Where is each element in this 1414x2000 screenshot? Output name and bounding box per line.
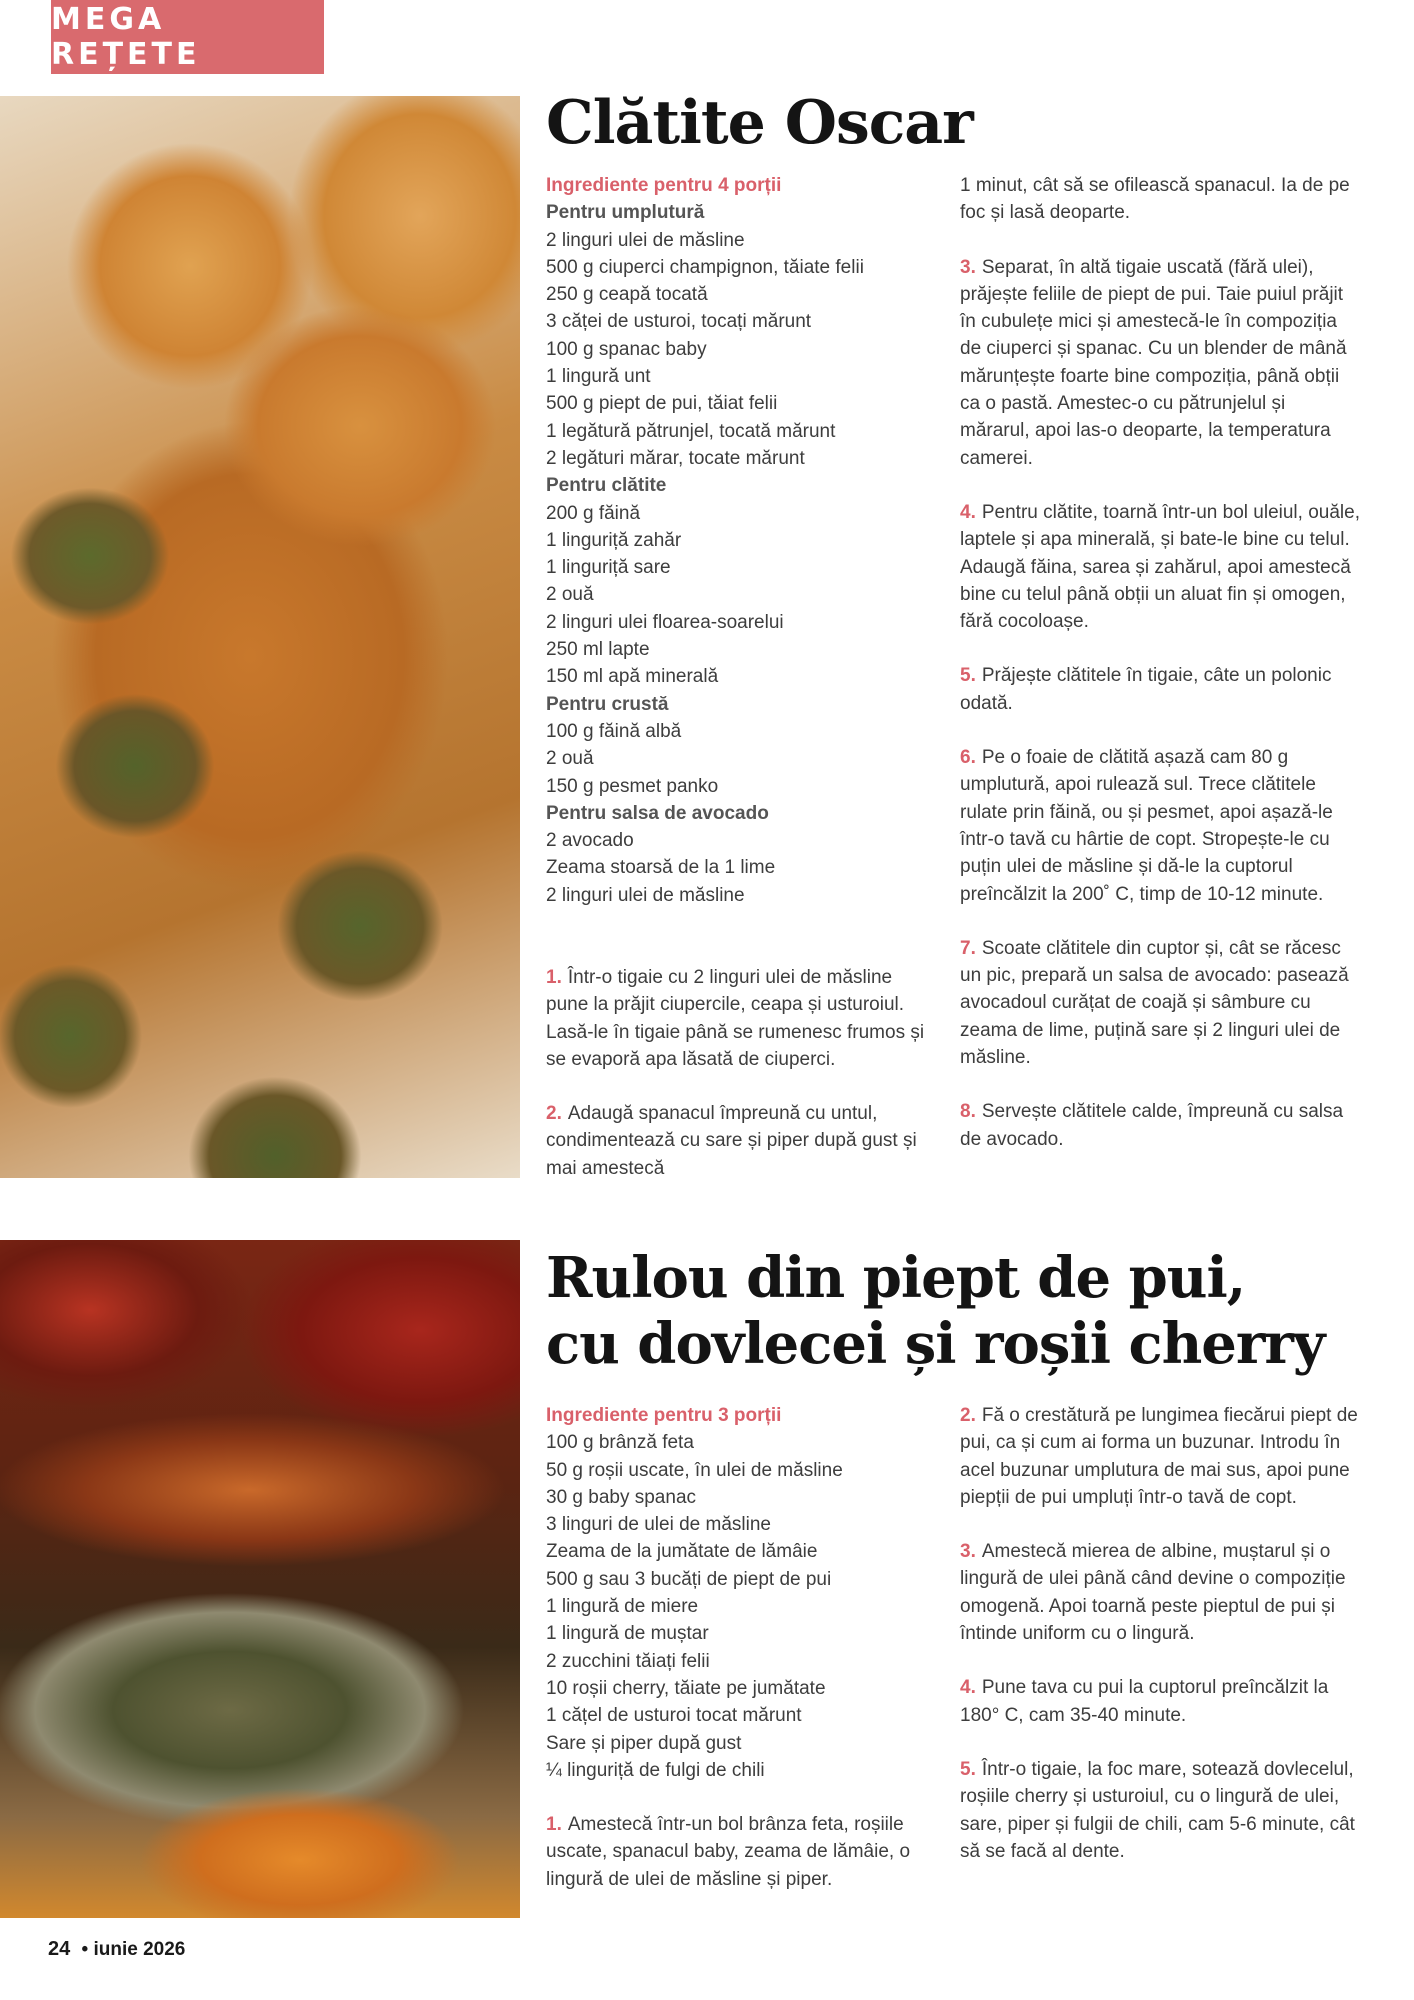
ingredient-item: 200 g făină (546, 502, 641, 524)
ingredient-item: 1 lingură de muștar (546, 1623, 709, 1645)
ingredient-item: 150 g pesmet panko (546, 775, 719, 797)
section-label: MEGA REȚETE (51, 0, 324, 74)
recipe1-ingredients (546, 172, 926, 909)
ingredient-item: 2 avocado (546, 830, 634, 852)
recipe1-steps-col2 (960, 172, 1360, 1180)
ingredient-group-heading: Pentru crustă (546, 693, 669, 715)
ingredients-heading: Ingrediente pentru 4 porții (546, 175, 782, 196)
issue-date: • iunie 2026 (81, 1939, 186, 1960)
step-1: 1. Într-o tigaie cu 2 linguri ulei de măsline pune la prăjit ciupercile, ceapa și usturoiul. Lasă-le în tigaie până se rumenesc frumos și se evaporă apa lăsată de ciuperci. (546, 967, 925, 1070)
ingredient-item: 1 linguriță zahăr (546, 529, 682, 551)
step-7: 7. Scoate clătitele din cuptor și, cât se răcesc un pic, prepară un salsa de avocado: pasează avocadoul curățat de coajă și sâmbure cu zeama de lime, puțină sare și 2 linguri ulei de măsline. (960, 937, 1349, 1069)
ingredient-item: Zeama stoarsă de la 1 lime (546, 857, 776, 879)
ingredient-item: 500 g sau 3 bucăți de piept de pui (546, 1568, 832, 1590)
ingredient-group-heading: Pentru umplutură (546, 202, 705, 224)
ingredient-item: 3 căței de usturoi, tocați mărunt (546, 311, 812, 333)
ingredient-item: 500 g ciuperci champignon, tăiate felii (546, 256, 864, 278)
ingredient-item: Sare și piper după gust (546, 1732, 742, 1754)
step-5: 5. Prăjește clătitele în tigaie, câte un polonic odată. (960, 665, 1332, 714)
step-4: 4. Pune tava cu pui la cuptorul preîncălzit la 180° C, cam 35-40 minute. (960, 1677, 1329, 1726)
recipe1-title: Clătite Oscar (546, 88, 973, 158)
ingredient-item: 1 legătură pătrunjel, tocată mărunt (546, 420, 836, 442)
step-2-continued: 1 minut, cât să se ofilească spanacul. Ia de pe foc și lasă deoparte. (960, 175, 1350, 224)
ingredient-item: 2 legături mărar, tocate mărunt (546, 447, 805, 469)
step-4: 4. Pentru clătite, toarnă într-un bol uleiul, ouăle, laptele și apa minerală, și bate-le bine cu telul. Adaugă făina, sarea și zahărul, apoi amestecă bine cu telul până obții un aluat fin și omogen, fără cocoloașe. (960, 501, 1360, 633)
ingredient-item: 500 g piept de pui, tăiat felii (546, 393, 778, 415)
ingredient-item: 30 g baby spanac (546, 1486, 697, 1508)
recipe2-ingredients (546, 1402, 936, 1920)
ingredient-item: 1 cățel de usturoi tocat mărunt (546, 1705, 802, 1727)
ingredients-heading: Ingrediente pentru 3 porții (546, 1405, 782, 1426)
page-number: 24 (48, 1938, 71, 1960)
ingredient-item: 2 linguri ulei de măsline (546, 229, 745, 251)
step-6: 6. Pe o foaie de clătită așază cam 80 g umplutură, apoi rulează sul. Trece clătitele rulate prin făină, ou și pesmet, apoi așază-le într-o tavă cu hârtie de copt. Stropește-le cu puțin ulei de măsline și dă-le la cuptorul preîncălzit la 200˚ C, timp de 10-12 minute. (960, 747, 1333, 905)
recipe1-photo (0, 96, 520, 1178)
ingredient-item: 1 lingură de miere (546, 1596, 699, 1618)
ingredient-item: 100 g făină albă (546, 720, 682, 742)
ingredient-group-heading: Pentru clătite (546, 475, 667, 497)
step-8: 8. Servește clătitele calde, împreună cu salsa de avocado. (960, 1101, 1344, 1150)
page-footer (48, 1938, 185, 1961)
ingredient-item: 1 lingură unt (546, 366, 651, 388)
ingredient-item: 2 linguri ulei floarea-soarelui (546, 611, 784, 633)
step-3: 3. Amestecă mierea de albine, muștarul și o lingură de ulei până când devine o compoziție omogenă. Apoi toarnă peste pieptul de pui și întinde uniform cu o lingură. (960, 1541, 1346, 1645)
step-5: 5. Într-o tigaie, la foc mare, sotează dovlecelul, roșiile cherry și usturoiul, cu o lingură de ulei, sare, piper și fulgii de chili, cam 5-6 minute, cât să se facă al dente. (960, 1758, 1355, 1862)
ingredient-item: 2 ouă (546, 748, 594, 770)
recipe2-title-line1: Rulou din piept de pui, (546, 1245, 1246, 1311)
step-1: 1. Amestecă într-un bol brânza feta, roșiile uscate, spanacul baby, zeama de lămâie, o lingură de ulei de măsline și piper. (546, 1814, 911, 1890)
ingredient-item: 250 g ceapă tocată (546, 284, 708, 306)
ingredient-item: 50 g roșii uscate, în ulei de măsline (546, 1459, 843, 1481)
step-2: 2. Adaugă spanacul împreună cu untul, condimentează cu sare și piper după gust și mai amestecă (546, 1103, 917, 1179)
recipe2-photo (0, 1240, 520, 1918)
recipe1-steps-col1 (546, 964, 936, 1209)
ingredient-item: 150 ml apă minerală (546, 666, 719, 688)
ingredient-item: 2 linguri ulei de măsline (546, 884, 745, 906)
ingredient-item: 3 linguri de ulei de măsline (546, 1514, 771, 1536)
recipe2-steps-col2 (960, 1402, 1360, 1892)
ingredient-item: 10 roșii cherry, tăiate pe jumătate (546, 1677, 826, 1699)
ingredient-item: 2 ouă (546, 584, 594, 606)
ingredient-item: 1 linguriță sare (546, 557, 671, 579)
step-2: 2. Fă o crestătură pe lungimea fiecărui piept de pui, ca și cum ai forma un buzunar. Introdu în acel buzunar umplutura de mai sus, apoi pune piepții de pui umpluți într-o tavă de copt. (960, 1405, 1358, 1508)
recipe2-title-line2: cu dovlecei și roșii cherry (546, 1311, 1325, 1377)
ingredient-item: Zeama de la jumătate de lămâie (546, 1541, 818, 1563)
ingredient-item: 250 ml lapte (546, 639, 650, 661)
ingredient-group-heading: Pentru salsa de avocado (546, 802, 769, 824)
ingredient-item: 100 g spanac baby (546, 338, 707, 360)
step-3: 3. Separat, în altă tigaie uscată (fără ulei), prăjește feliile de piept de pui. Taie puiul prăjit în cubulețe mici și amestecă-le în compoziția de ciuperci și spanac. Cu un blender de mână mărunțește foarte bine compoziția, până obții ca o pastă. Amestec-o cu pătrunjelul și mărarul, apoi las-o deoparte, la temperatura camerei. (960, 256, 1347, 469)
ingredient-item: 2 zucchini tăiați felii (546, 1650, 710, 1672)
ingredient-item: ¼ linguriță de fulgi de chili (546, 1759, 765, 1781)
ingredient-item: 100 g brânză feta (546, 1432, 694, 1454)
recipe2-title (546, 1245, 1324, 1377)
